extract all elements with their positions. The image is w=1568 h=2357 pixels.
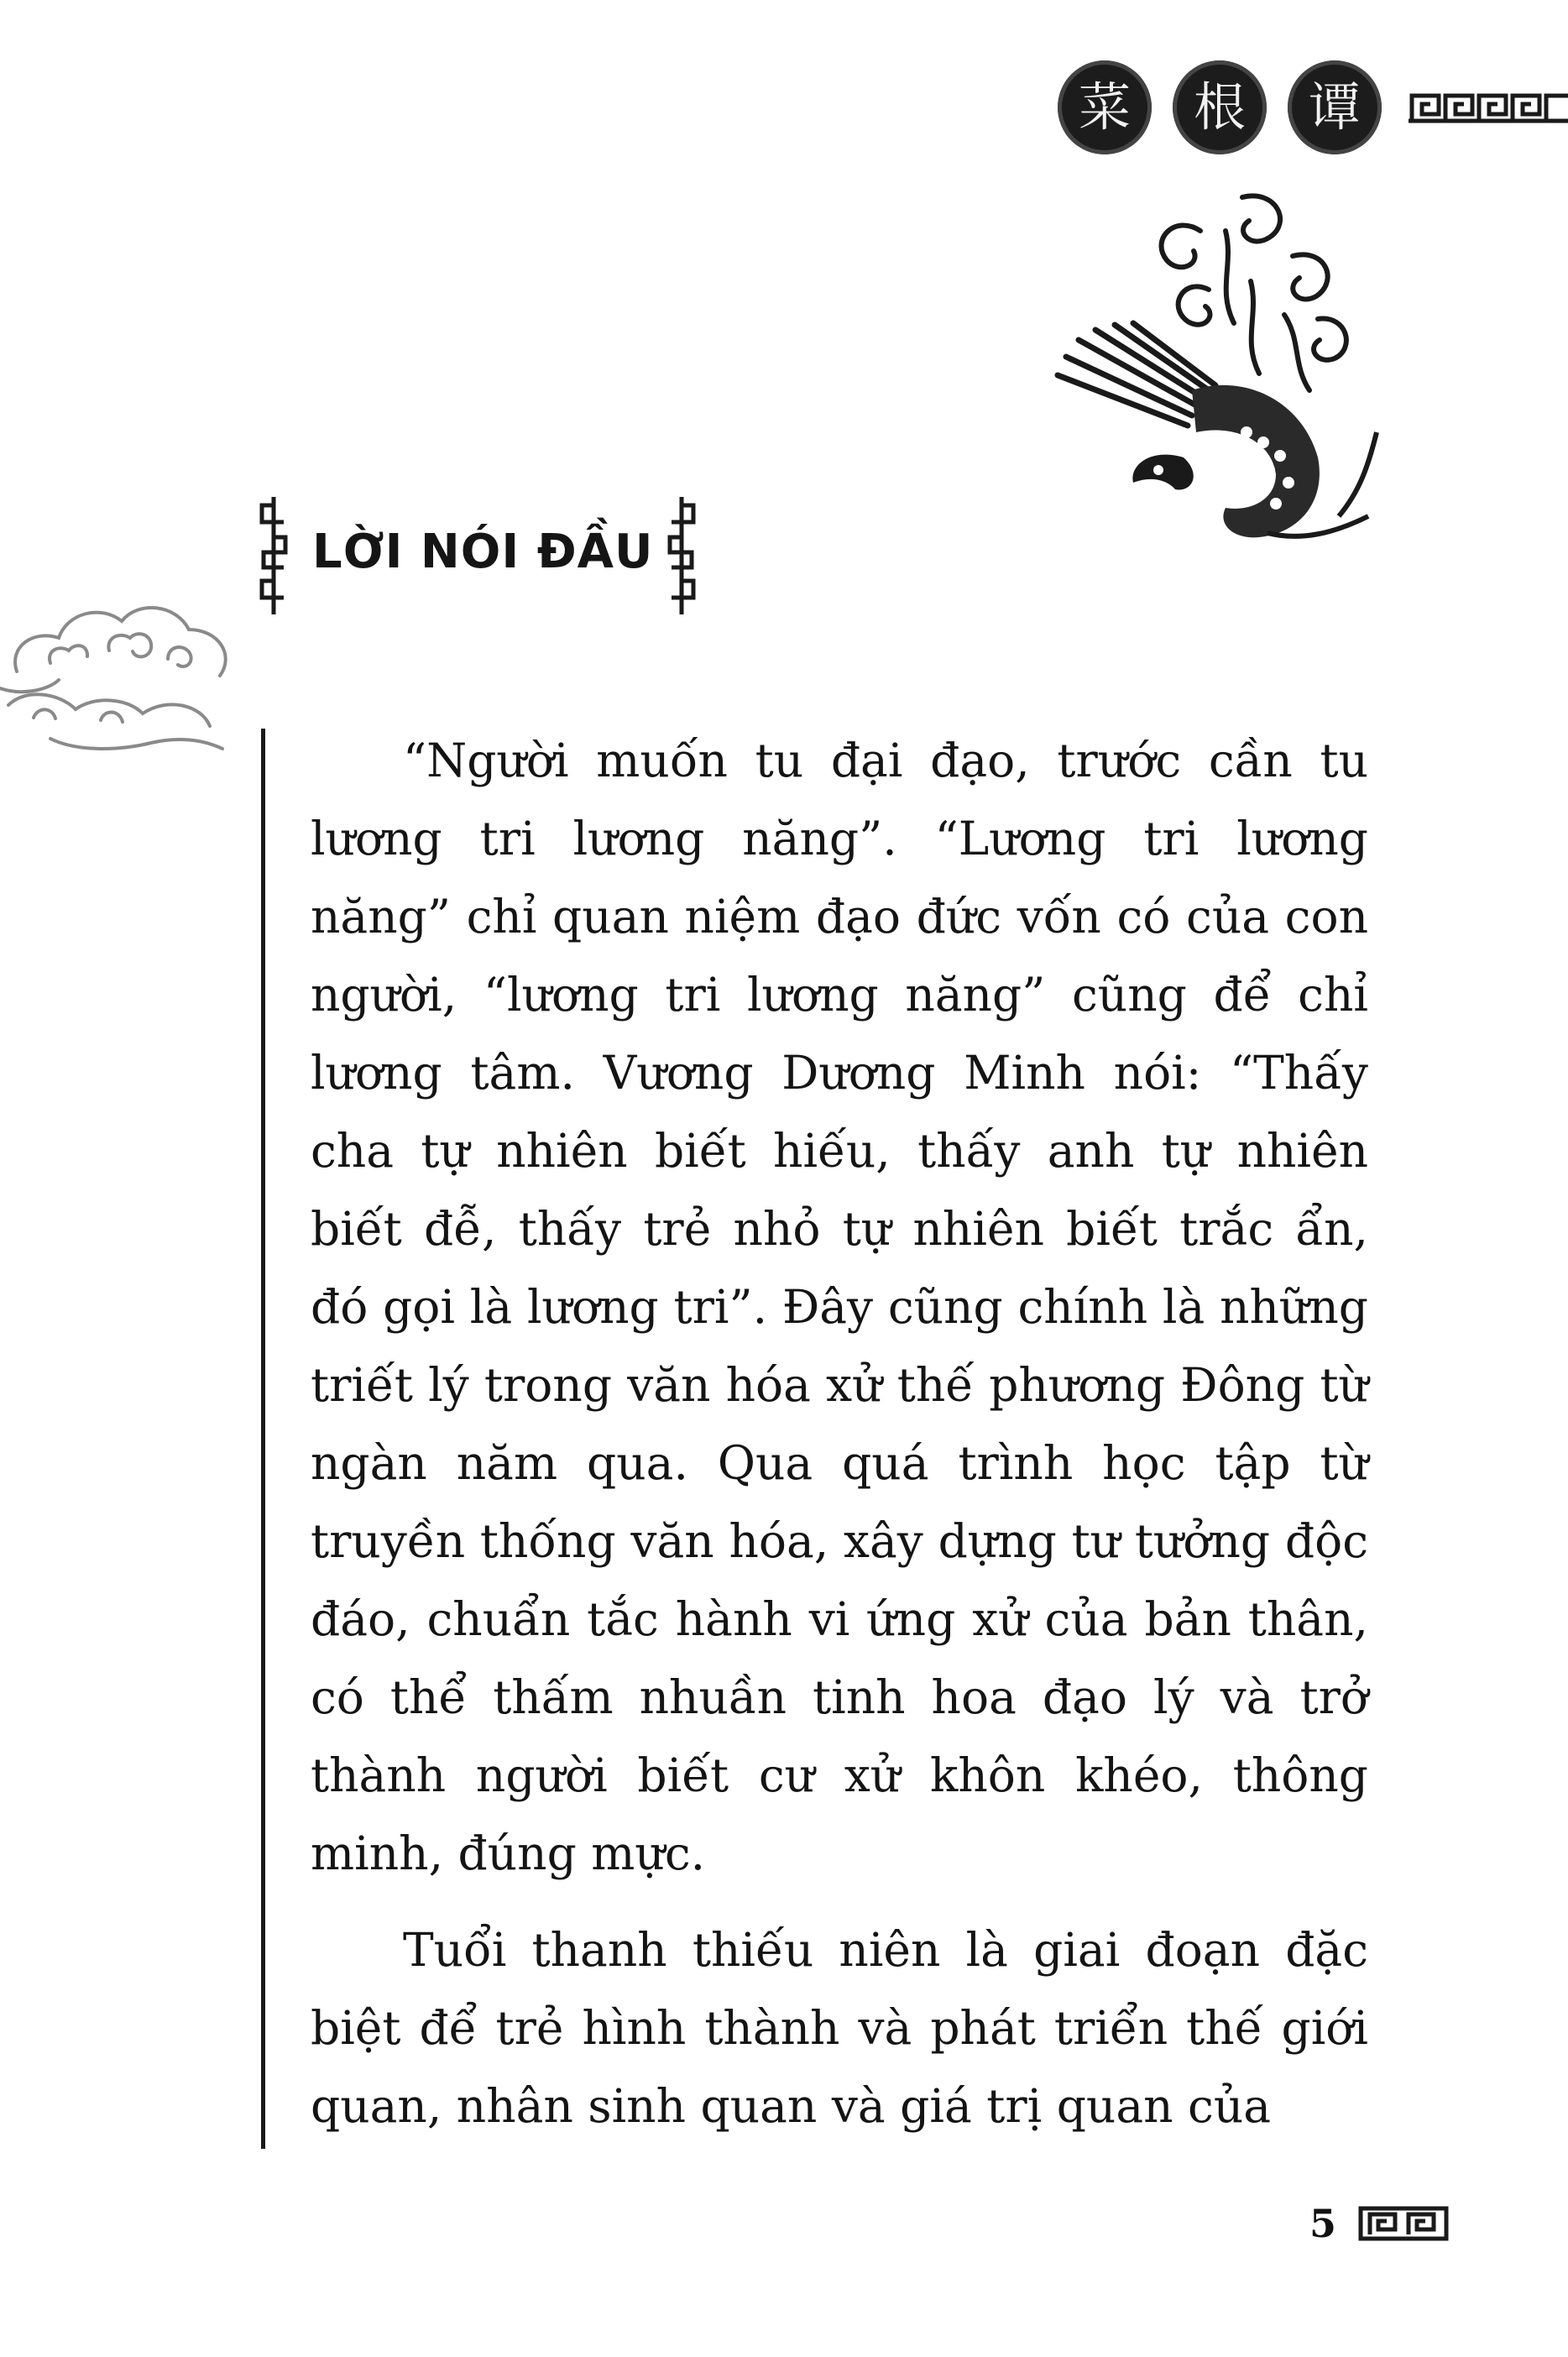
- margin-rule: [261, 729, 265, 2149]
- cloud-illustration: [0, 571, 243, 764]
- footer-meander-icon: [1358, 2206, 1449, 2241]
- chapter-heading: LỜI NÓI ĐẦU: [312, 525, 654, 579]
- seal-char-3: 谭: [1308, 76, 1361, 138]
- seal-char-2: 根: [1193, 76, 1246, 138]
- meander-border-icon: [1409, 91, 1568, 124]
- title-seal-2: [1173, 60, 1267, 154]
- paragraph-1: “Người muốn tu đại đạo, trước cần tu lương tri lương năng”. “Lương tri lương năng” chỉ quan niệm đạo đức vốn có của con người, “lương tri lương năng” cũng để chỉ lương tâm. Vương Dương Minh nói: “Thấy cha tự nhiên biết hiếu, thấy anh tự nhiên biết đễ, thấy trẻ nhỏ tự nhiên biết trắc ẩn, đó gọi là lương tri”. Đây cũng chính là những triết lý trong văn hóa xử thế phương Đông từ ngàn năm qua. Qua quá trình học tập từ truyền thống văn hóa, xây dựng tư tưởng độc đáo, chuẩn tắc hành vi ứng xử của bản thân, có thể thấm nhuần tinh hoa đạo lý và trở thành người biết cư xử khôn khéo, thông minh, đúng mực.: [311, 734, 1368, 1880]
- heading-right-ornament-icon: [665, 497, 698, 614]
- title-seal-1: [1058, 60, 1152, 154]
- seal-char-1: 菜: [1078, 76, 1131, 138]
- phoenix-illustration: [1049, 180, 1402, 550]
- title-seal-3: [1288, 60, 1382, 154]
- body-text: [311, 722, 1368, 2145]
- page-number: 5: [1309, 2201, 1337, 2246]
- heading-left-ornament-icon: [257, 497, 290, 614]
- paragraph-2: Tuổi thanh thiếu niên là giai đoạn đặc biệt để trẻ hình thành và phát triển thế giới quan, nhân sinh quan và giá trị quan của: [311, 1923, 1368, 2133]
